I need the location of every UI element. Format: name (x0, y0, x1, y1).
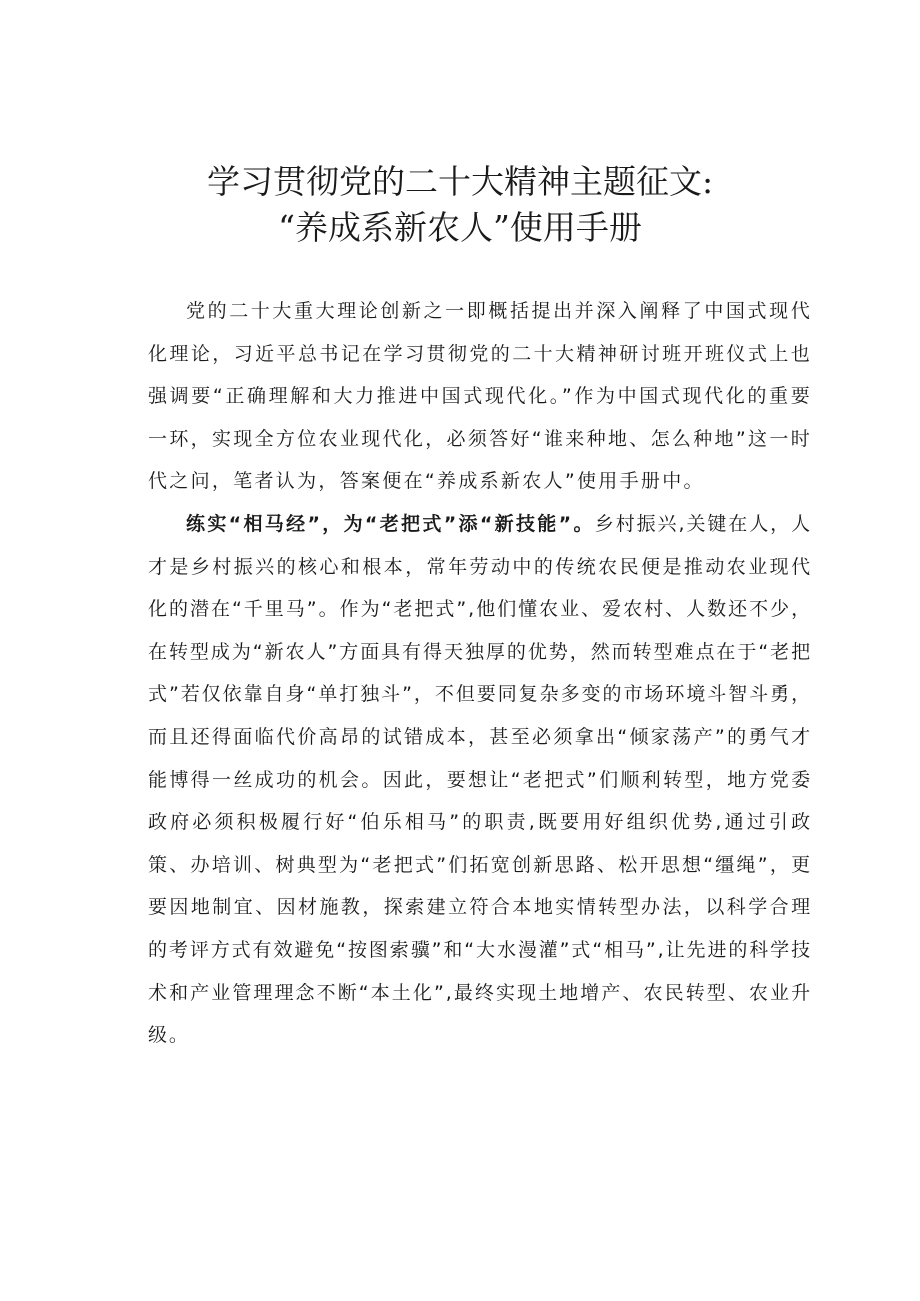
document-body (148, 290, 812, 1057)
section-1-text: 乡村振兴,关键在人，人才是乡村振兴的核心和根本，常年劳动中的传统农民便是推动农业现代化的潜在“千里马”。作为“老把式”,他们懂农业、爱农村、人数还不少，在转型成为“新农人”方面具有得天独厚的优势，然而转型难点在于“老把式”若仅依靠自身“单打独斗”，不但要同复杂多变的市场环境斗智斗勇，而且还得面临代价高昂的试错成本，甚至必须拿出“倾家荡产”的勇气才能博得一丝成功的机会。因此，要想让“老把式”们顺利转型，地方党委政府必须积极履行好“伯乐相马”的职责,既要用好组织优势,通过引政策、办培训、树典型为“老把式”们拓宽创新思路、松开思想“缰绳”，更要因地制宜、因材施教，探索建立符合本地实情转型办法，以科学合理的考评方式有效避免“按图索骥”和“大水漫灌”式“相马”,让先进的科学技术和产业管理理念不断“本土化”,最终实现土地增产、农民转型、农业升级。 (148, 512, 812, 1047)
paragraph-intro: 党的二十大重大理论创新之一即概括提出并深入阐释了中国式现代化理论，习近平总书记在学习贯彻党的二十大精神研讨班开班仪式上也强调要“正确理解和大力推进中国式现代化。”作为中国式现代化的重要一环，实现全方位农业现代化，必须答好“谁来种地、怎么种地”这一时代之问，笔者认为，答案便在“养成系新农人”使用手册中。 (148, 300, 812, 493)
document-title-line-2: “养成系新农人”使用手册 (278, 208, 642, 247)
section-1-heading: 练实“相马经”，为“老把式”添“新技能”。 (186, 512, 595, 535)
paragraph-section-1 (148, 503, 812, 1057)
document-title-line-1: 学习贯彻党的二十大精神主题征文: (206, 162, 714, 201)
